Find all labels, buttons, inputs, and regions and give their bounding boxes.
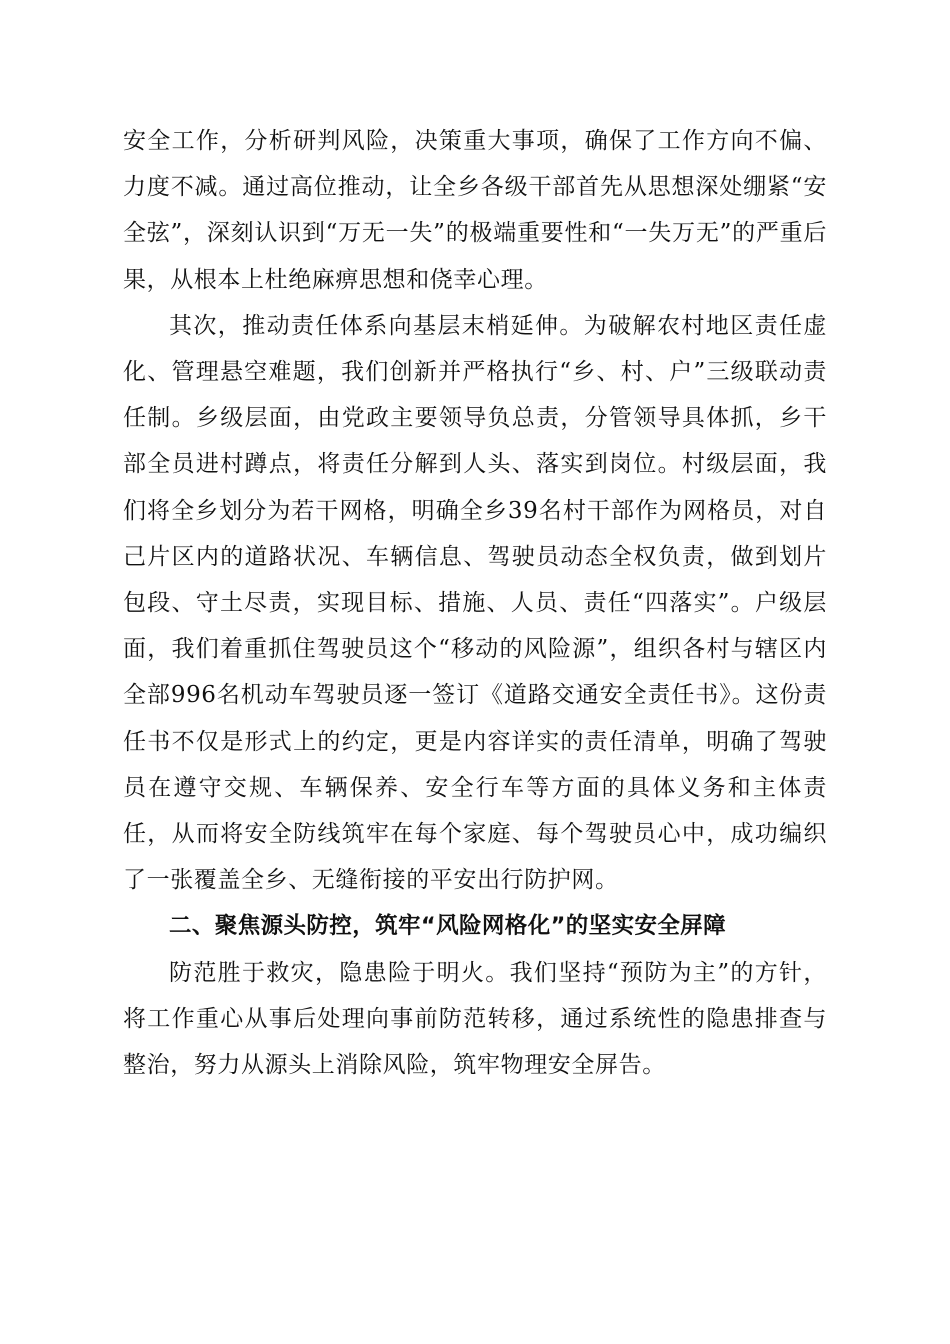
document-body (123, 118, 827, 1088)
body-paragraph: 其次，推动责任体系向基层末梢延伸。为破解农村地区责任虚化、管理悬空难题，我们创新并严格执行“乡、村、户”三级联动责任制。乡级层面，由党政主要领导负总责，分管领导具体抓，乡干部全员进村蹲点，将责任分解到人头、落实到岗位。村级层面，我们将全乡划分为若干网格，明确全乡39名村干部作为网格员，对自己片区内的道路状况、车辆信息、驾驶员动态全权负责，做到划片包段、守土尽责，实现目标、措施、人员、责任“四落实”。户级层面，我们着重抓住驾驶员这个“移动的风险源”，组织各村与辖区内全部996名机动车驾驶员逐一签订《道路交通安全责任书》。这份责任书不仅是形式上的约定，更是内容详实的责任清单，明确了驾驶员在遵守交规、车辆保养、安全行车等方面的具体义务和主体责任，从而将安全防线筑牢在每个家庭、每个驾驶员心中，成功编织了一张覆盖全乡、无缝衔接的平安出行防护网。 (123, 312, 827, 894)
body-paragraph-continued: 安全工作，分析研判风险，决策重大事项，确保了工作方向不偏、力度不减。通过高位推动，让全乡各级干部首先从思想深处绷紧“安全弦”，深刻认识到“万无一失”的极端重要性和“一失万无”的严重后果，从根本上杜绝麻痹思想和侥幸心理。 (123, 128, 827, 293)
body-paragraph: 防范胜于救灾，隐患险于明火。我们坚持“预防为主”的方针，将工作重心从事后处理向事前防范转移，通过系统性的隐患排查与整治，努力从源头上消除风险，筑牢物理安全屏告。 (123, 959, 827, 1079)
section-heading: 二、聚焦源头防控，筑牢“风险网格化”的坚实安全屏障 (169, 913, 727, 940)
